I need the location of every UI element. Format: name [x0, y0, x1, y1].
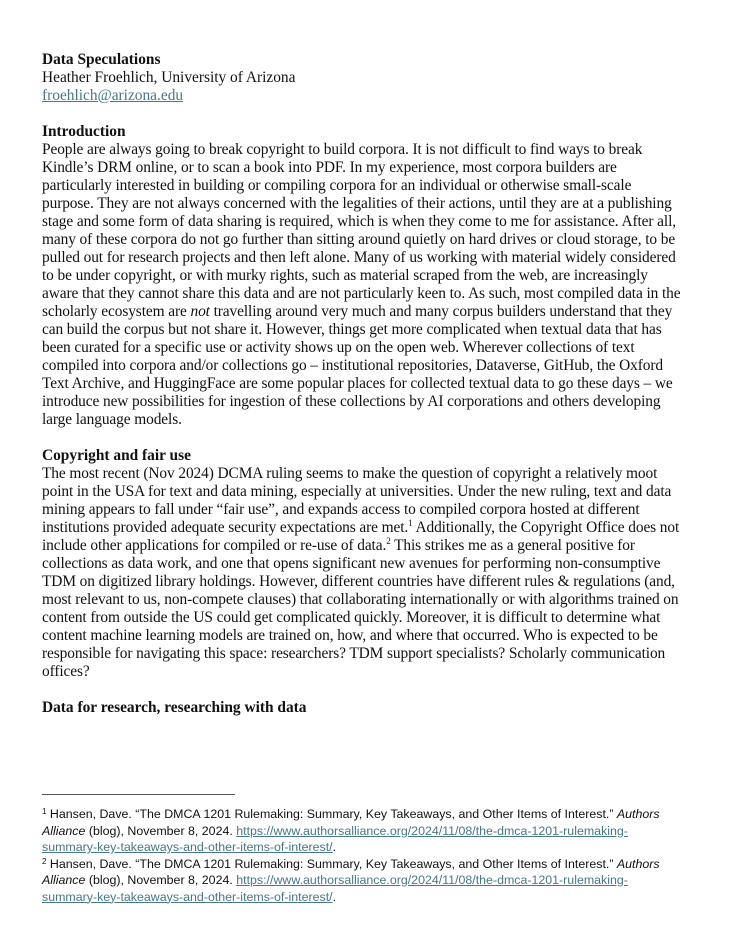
section-heading-data-for-research: Data for research, researching with data — [42, 699, 307, 716]
paragraph-text: travelling around very much and many corpus builders understand that they can build the corpus but not share it. However, things get more complicated when textual data that has been curated for a specific use or activity shows up on the open web. Wherever collections of text compiled into corpora and/or collections go – institutional repositories, Dataverse, GitHub, the Oxford Text Archive, and HuggingFace are some popular places for collected textual data to go these days – we introduce new possibilities for ingestion of these collections by AI corporations and others developing large language models. — [42, 303, 673, 428]
footnote-publication: Authors Alliance — [42, 856, 660, 887]
author-email-link[interactable]: froehlich@arizona.edu — [42, 87, 184, 104]
section-heading-copyright: Copyright and fair use — [42, 447, 191, 464]
emphasis-text: not — [190, 303, 210, 320]
footnote-number: 2 — [42, 856, 47, 866]
author-email-line — [42, 87, 682, 105]
footnote-text: Hansen, Dave. “The DMCA 1201 Rulemaking: Summary, Key Takeaways, and Other Items of Interest.” — [46, 807, 617, 821]
footnote-2 — [42, 856, 682, 906]
footnote-number: 1 — [42, 807, 47, 816]
footnotes — [42, 806, 682, 905]
spacer — [42, 105, 682, 123]
document-title: Data Speculations — [42, 51, 161, 68]
footnote-url-link[interactable]: https://www.authorsalliance.org/2024/11/08/the-dmca-1201-rulemaking-summary-key-takeaways-and-other-items-of-interest/ — [42, 823, 628, 854]
footnote-text: . — [332, 840, 337, 854]
paragraph-text: Additionally, the Copyright Office does not include other applications for compiled or re-use of data. — [42, 519, 680, 554]
author-line: Heather Froehlich, University of Arizona — [42, 69, 296, 86]
footnote-text: (blog), November 8, 2024. — [85, 873, 237, 887]
paragraph-text: People are always going to break copyright to build corpora. It is not difficult to find ways to break Kindle’s DRM online, or to scan a book into PDF. In my experience, most corpora builders are particularly interested in building or compiling corpora for an individual or otherwise small-scale purpose. They are not always concerned with the legalities of their actions, until they are at a publishing stage and some form of data sharing is required, which is when they come to me for assistance. After all, many of these corpora do not go further than sitting around quietly on hard drives or cloud storage, to be pulled out for research projects and then left alone. Many of us working with material widely considered to be under copyright, or with murky rights, such as material scraped from the web, are increasingly aware that they cannot share this data and are not particularly keen to. As such, most compiled data in the scholarly ecosystem are — [42, 141, 681, 320]
footnote-publication: Authors Alliance — [42, 807, 660, 838]
section-heading-introduction: Introduction — [42, 123, 126, 140]
document-page — [42, 51, 682, 717]
spacer — [42, 429, 682, 447]
introduction-paragraph — [42, 141, 682, 429]
paragraph-text: The most recent (Nov 2024) DCMA ruling seems to make the question of copyright a relatively moot point in the USA for text and data mining, especially at universities. Under the new ruling, text and data mining appears to fall under “fair use”, and expands access to compiled corpora hosted at different institutions provided adequate security expectations are met. — [42, 465, 672, 536]
footnote-ref-1[interactable]: 1 — [408, 518, 413, 528]
footnote-1 — [42, 806, 682, 856]
footnote-text: Hansen, Dave. “The DMCA 1201 Rulemaking: Summary, Key Takeaways, and Other Items of Interest.” — [46, 856, 617, 871]
footnote-url-link[interactable]: https://www.authorsalliance.org/2024/11/08/the-dmca-1201-rulemaking-summary-key-takeaways-and-other-items-of-interest/ — [42, 873, 628, 904]
paragraph-text: This strikes me as a general positive for collections as data work, and one that opens significant new avenues for performing non-consumptive TDM on digitized library holdings. However, different countries have different rules & regulations (and, most relevant to us, non-compete clauses) that collaborating internationally or with algorithms trained on content from outside the US could get complicated quickly. Moreover, it is difficult to determine what content machine learning models are trained on, how, and where that occurred. Who is expected to be responsible for navigating this space: researchers? TDM support specialists? Scholarly communication offices? — [42, 537, 679, 680]
footnote-text: . — [332, 889, 337, 904]
copyright-paragraph — [42, 465, 682, 681]
footnote-separator — [42, 794, 235, 795]
footnote-ref-2[interactable]: 2 — [386, 536, 391, 546]
spacer — [42, 681, 682, 699]
footnote-text: (blog), November 8, 2024. — [85, 823, 237, 838]
